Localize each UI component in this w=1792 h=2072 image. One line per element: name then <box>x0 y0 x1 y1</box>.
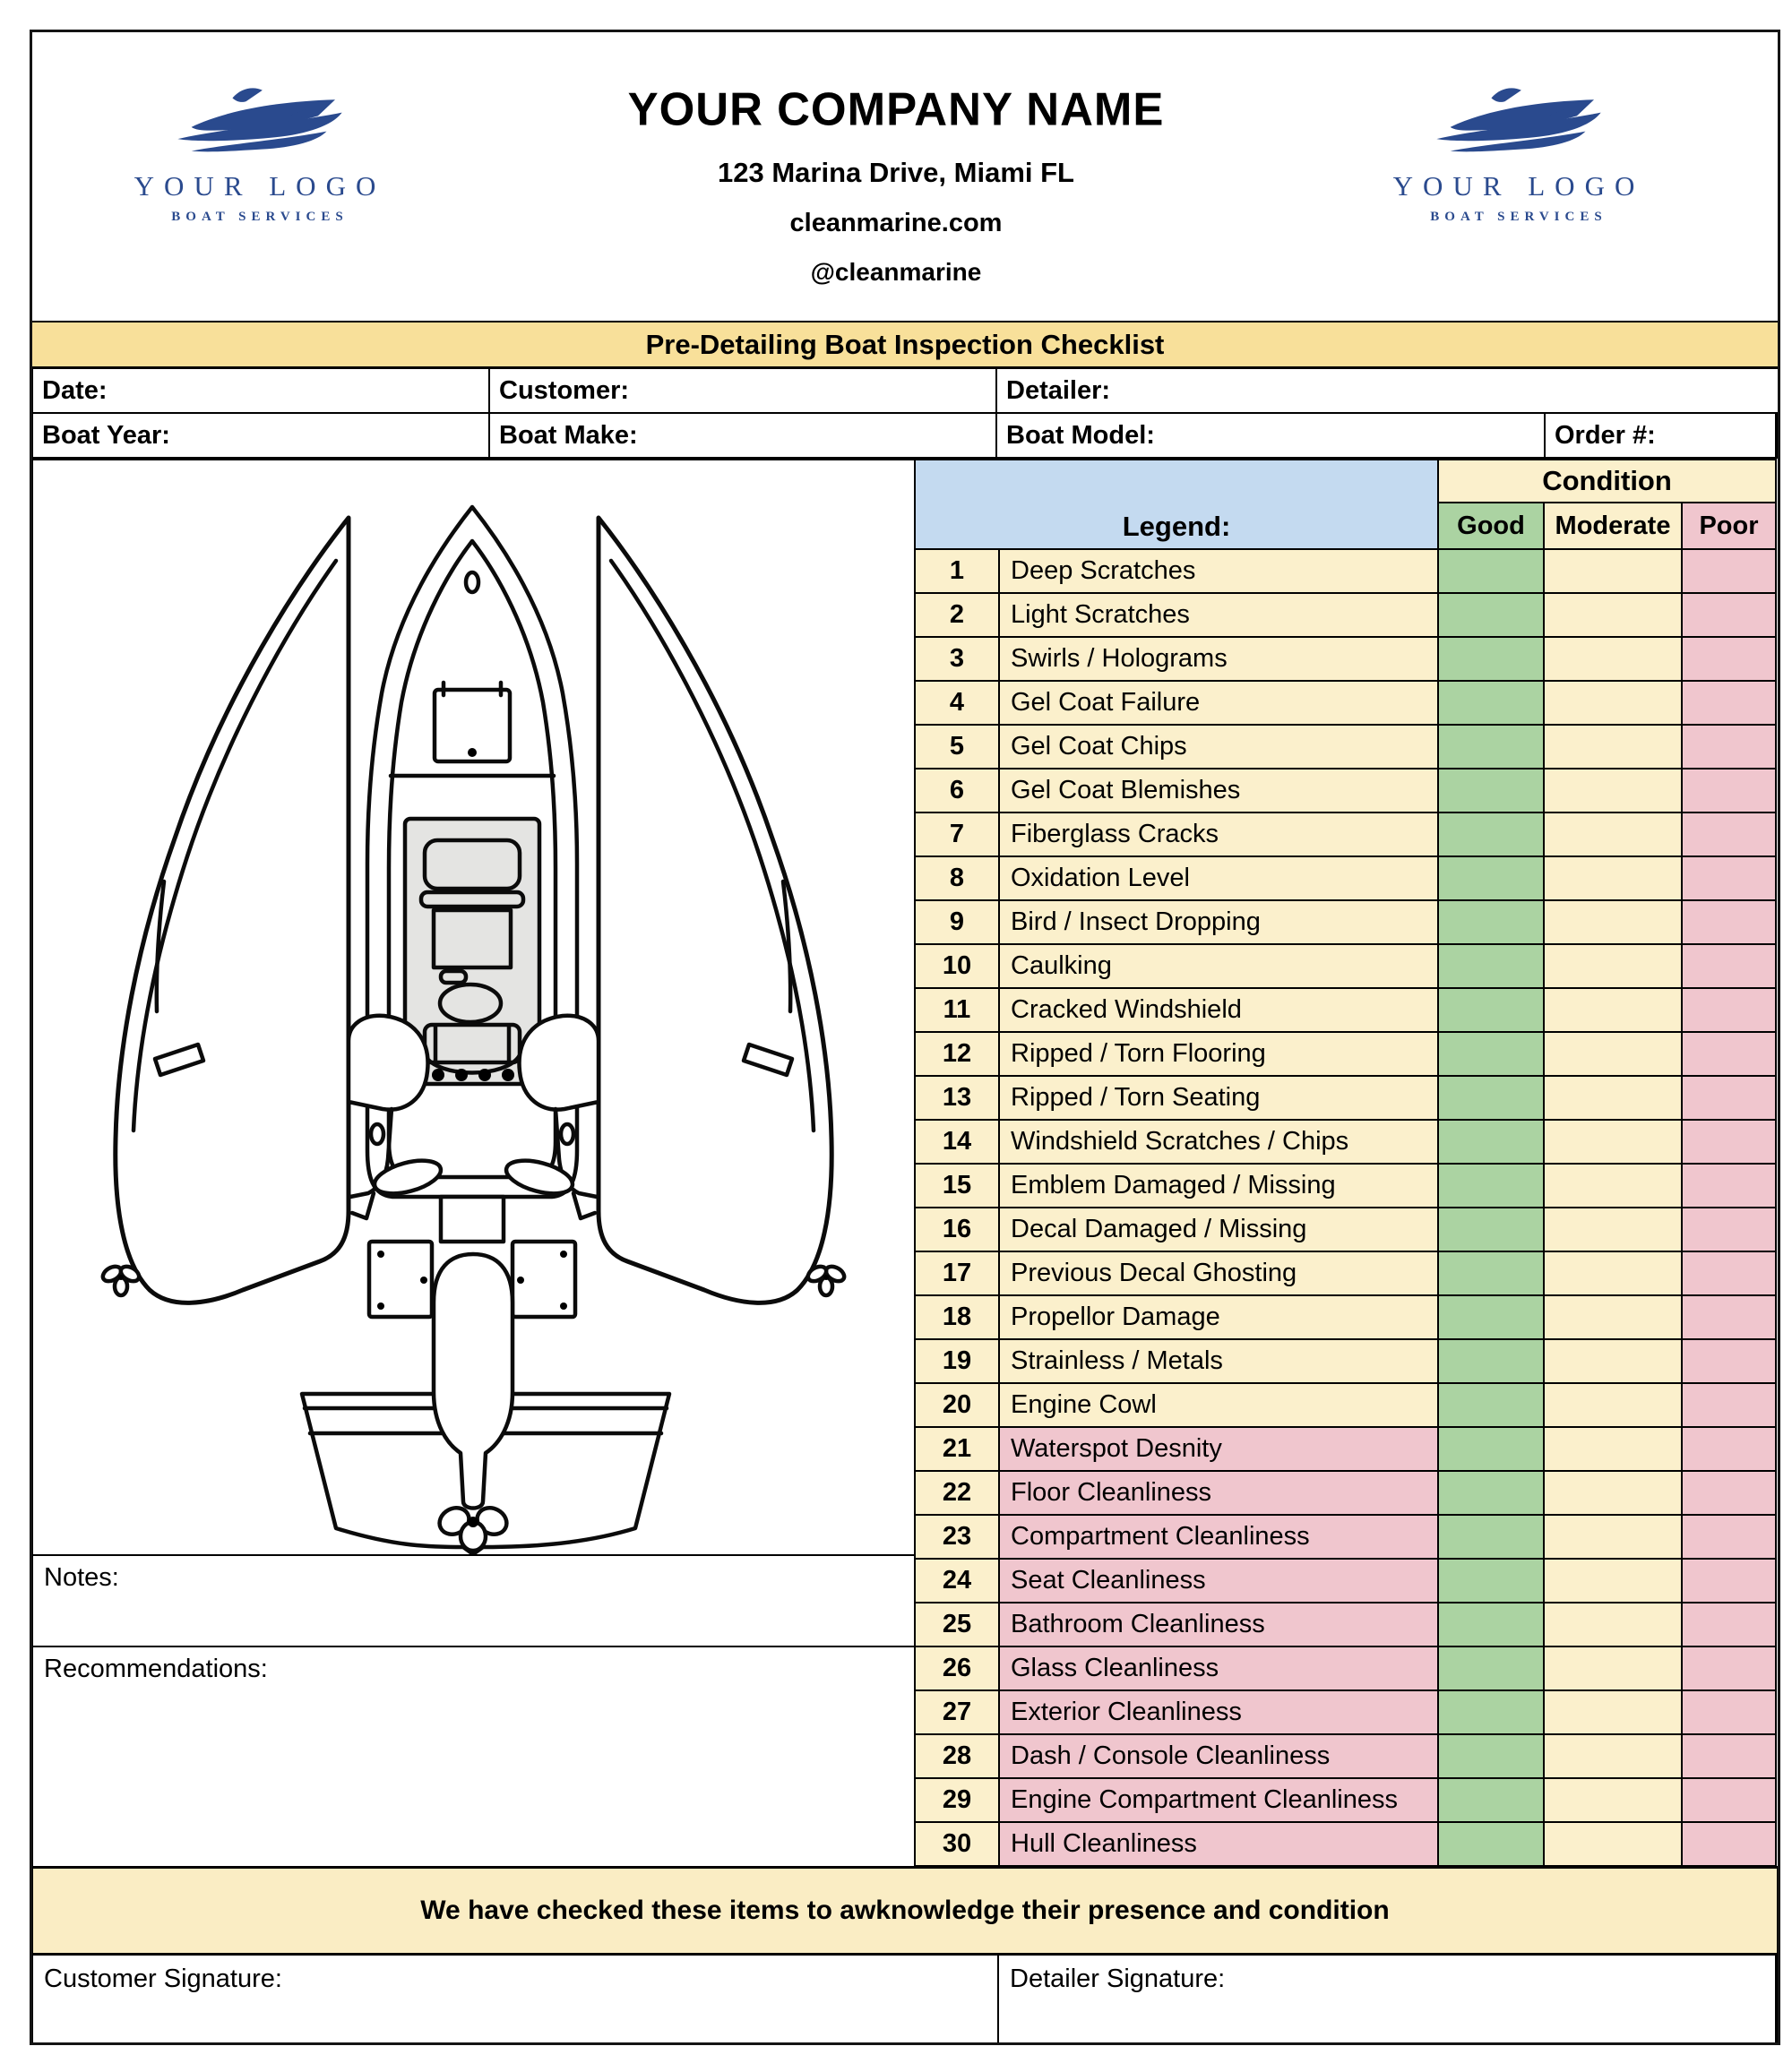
condition-cell-moderate[interactable] <box>1545 1823 1681 1865</box>
item-number: 23 <box>916 1516 998 1558</box>
boat-top-view <box>367 507 577 1317</box>
item-label: Ripped / Torn Seating <box>1000 1077 1437 1119</box>
company-website: cleanmarine.com <box>789 209 1003 237</box>
customer-signature-field[interactable] <box>33 1956 997 2043</box>
condition-cell-moderate[interactable] <box>1545 857 1681 899</box>
condition-cell-moderate[interactable] <box>1545 1121 1681 1163</box>
item-number: 22 <box>916 1472 998 1514</box>
condition-cell-poor[interactable] <box>1683 1296 1775 1338</box>
customer-signature-label: Customer Signature: <box>44 1965 282 1993</box>
item-number: 1 <box>916 550 998 592</box>
item-label: Fiberglass Cracks <box>1000 813 1437 855</box>
condition-cell-poor[interactable] <box>1683 1472 1775 1514</box>
condition-cell-poor[interactable] <box>1683 638 1775 680</box>
condition-cell-moderate[interactable] <box>1545 1428 1681 1470</box>
logo-title: YOUR LOGO <box>134 170 386 202</box>
poor-column-header <box>1683 503 1775 548</box>
date-field[interactable] <box>33 369 488 412</box>
item-number: 30 <box>916 1823 998 1865</box>
condition-cell-moderate[interactable] <box>1545 1560 1681 1602</box>
logo-subtitle: BOAT SERVICES <box>1430 210 1607 224</box>
condition-cell-good[interactable] <box>1439 1340 1543 1382</box>
condition-cell-good[interactable] <box>1439 726 1543 768</box>
condition-cell-good[interactable] <box>1439 1296 1543 1338</box>
item-label: Deep Scratches <box>1000 550 1437 592</box>
logo-title: YOUR LOGO <box>1392 170 1645 202</box>
item-label: Light Scratches <box>1000 594 1437 636</box>
item-label: Engine Compartment Cleanliness <box>1000 1779 1437 1821</box>
condition-cell-moderate[interactable] <box>1545 682 1681 724</box>
condition-cell-good[interactable] <box>1439 989 1543 1031</box>
company-header <box>466 82 1326 287</box>
condition-cell-good[interactable] <box>1439 1165 1543 1207</box>
condition-cell-good[interactable] <box>1439 1121 1543 1163</box>
condition-cell-good[interactable] <box>1439 945 1543 987</box>
condition-cell-good[interactable] <box>1439 1823 1543 1865</box>
boat-line-art <box>33 460 914 1554</box>
condition-cell-poor[interactable] <box>1683 1428 1775 1470</box>
condition-cell-moderate[interactable] <box>1545 1516 1681 1558</box>
item-number: 20 <box>916 1384 998 1426</box>
condition-cell-moderate[interactable] <box>1545 550 1681 592</box>
item-number: 25 <box>916 1603 998 1646</box>
boat-year-field[interactable] <box>33 414 488 457</box>
condition-cell-good[interactable] <box>1439 1208 1543 1251</box>
condition-cell-moderate[interactable] <box>1545 638 1681 680</box>
item-number: 18 <box>916 1296 998 1338</box>
item-number: 10 <box>916 945 998 987</box>
item-number: 27 <box>916 1691 998 1733</box>
item-label: Oxidation Level <box>1000 857 1437 899</box>
condition-cell-moderate[interactable] <box>1545 813 1681 855</box>
item-label: Exterior Cleanliness <box>1000 1691 1437 1733</box>
boat-diagram-panel <box>31 459 916 1556</box>
item-label: Gel Coat Chips <box>1000 726 1437 768</box>
item-number: 8 <box>916 857 998 899</box>
item-number: 12 <box>916 1033 998 1075</box>
company-social-handle: @cleanmarine <box>810 258 982 286</box>
condition-cell-moderate[interactable] <box>1545 1691 1681 1733</box>
condition-cell-good[interactable] <box>1439 1560 1543 1602</box>
signature-row <box>31 1954 1779 2045</box>
condition-cell-good[interactable] <box>1439 594 1543 636</box>
acknowledgement-band <box>31 1866 1779 1956</box>
item-label: Floor Cleanliness <box>1000 1472 1437 1514</box>
condition-cell-moderate[interactable] <box>1545 1033 1681 1075</box>
item-number: 4 <box>916 682 998 724</box>
item-number: 17 <box>916 1252 998 1294</box>
item-label: Engine Cowl <box>1000 1384 1437 1426</box>
condition-cell-poor[interactable] <box>1683 1165 1775 1207</box>
condition-cell-poor[interactable] <box>1683 813 1775 855</box>
item-number: 26 <box>916 1647 998 1689</box>
document-title: Pre-Detailing Boat Inspection Checklist <box>645 328 1165 360</box>
item-number: 16 <box>916 1208 998 1251</box>
item-label: Waterspot Desnity <box>1000 1428 1437 1470</box>
condition-cell-good[interactable] <box>1439 813 1543 855</box>
condition-cell-poor[interactable] <box>1683 1516 1775 1558</box>
item-label: Cracked Windshield <box>1000 989 1437 1031</box>
moderate-column-header <box>1545 503 1681 548</box>
item-number: 7 <box>916 813 998 855</box>
condition-cell-poor[interactable] <box>1683 1560 1775 1602</box>
condition-cell-moderate[interactable] <box>1545 1472 1681 1514</box>
condition-cell-moderate[interactable] <box>1545 726 1681 768</box>
condition-cell-good[interactable] <box>1439 1691 1543 1733</box>
item-label: Glass Cleanliness <box>1000 1647 1437 1689</box>
condition-cell-moderate[interactable] <box>1545 769 1681 812</box>
item-number: 6 <box>916 769 998 812</box>
condition-cell-good[interactable] <box>1439 1735 1543 1777</box>
condition-cell-moderate[interactable] <box>1545 1252 1681 1294</box>
detailer-signature-field[interactable] <box>999 1956 1775 2043</box>
condition-cell-poor[interactable] <box>1683 1121 1775 1163</box>
condition-cell-poor[interactable] <box>1683 682 1775 724</box>
order-number-field[interactable] <box>1546 414 1775 457</box>
item-number: 28 <box>916 1735 998 1777</box>
company-logo-left <box>125 79 394 225</box>
boat-logo-icon <box>1425 79 1613 168</box>
customer-label: Customer: <box>499 375 630 405</box>
condition-cell-good[interactable] <box>1439 550 1543 592</box>
item-label: Emblem Damaged / Missing <box>1000 1165 1437 1207</box>
condition-cell-poor[interactable] <box>1683 1647 1775 1689</box>
order-number-label: Order #: <box>1555 420 1656 450</box>
condition-cell-poor[interactable] <box>1683 594 1775 636</box>
item-number: 2 <box>916 594 998 636</box>
item-label: Bathroom Cleanliness <box>1000 1603 1437 1646</box>
condition-cell-poor[interactable] <box>1683 901 1775 943</box>
condition-cell-moderate[interactable] <box>1545 1735 1681 1777</box>
condition-cell-moderate[interactable] <box>1545 989 1681 1031</box>
condition-cell-good[interactable] <box>1439 857 1543 899</box>
condition-cell-poor[interactable] <box>1683 1779 1775 1821</box>
boat-make-field[interactable] <box>490 414 995 457</box>
item-label: Windshield Scratches / Chips <box>1000 1121 1437 1163</box>
moderate-label: Moderate <box>1555 511 1671 540</box>
condition-cell-poor[interactable] <box>1683 1691 1775 1733</box>
recommendations-label: Recommendations: <box>44 1655 268 1683</box>
company-address: 123 Marina Drive, Miami FL <box>718 157 1074 188</box>
condition-cell-good[interactable] <box>1439 1077 1543 1119</box>
acknowledgement-text: We have checked these items to awknowledge their presence and condition <box>420 1896 1390 1925</box>
date-label: Date: <box>42 375 108 405</box>
item-label: Caulking <box>1000 945 1437 987</box>
item-label: Strainless / Metals <box>1000 1340 1437 1382</box>
item-label: Dash / Console Cleanliness <box>1000 1735 1437 1777</box>
checklist-table <box>914 459 1777 1867</box>
item-label: Propellor Damage <box>1000 1296 1437 1338</box>
item-label: Gel Coat Blemishes <box>1000 769 1437 812</box>
condition-cell-good[interactable] <box>1439 1428 1543 1470</box>
company-name: YOUR COMPANY NAME <box>627 82 1165 135</box>
condition-cell-moderate[interactable] <box>1545 1647 1681 1689</box>
item-label: Bird / Insect Dropping <box>1000 901 1437 943</box>
good-label: Good <box>1457 511 1525 540</box>
condition-cell-moderate[interactable] <box>1545 1340 1681 1382</box>
condition-cell-moderate[interactable] <box>1545 1384 1681 1426</box>
item-number: 19 <box>916 1340 998 1382</box>
condition-cell-moderate[interactable] <box>1545 1296 1681 1338</box>
boat-make-label: Boat Make: <box>499 420 638 450</box>
condition-cell-moderate[interactable] <box>1545 1165 1681 1207</box>
item-label: Swirls / Holograms <box>1000 638 1437 680</box>
condition-cell-good[interactable] <box>1439 638 1543 680</box>
item-label: Decal Damaged / Missing <box>1000 1208 1437 1251</box>
condition-cell-poor[interactable] <box>1683 550 1775 592</box>
boat-model-field[interactable] <box>997 414 1544 457</box>
condition-cell-poor[interactable] <box>1683 989 1775 1031</box>
item-number: 9 <box>916 901 998 943</box>
boat-year-label: Boat Year: <box>42 420 170 450</box>
condition-cell-moderate[interactable] <box>1545 945 1681 987</box>
fields-row-1 <box>31 367 1779 414</box>
notes-label: Notes: <box>44 1563 119 1592</box>
condition-cell-poor[interactable] <box>1683 1033 1775 1075</box>
condition-label: Condition <box>1542 465 1672 496</box>
condition-cell-good[interactable] <box>1439 1252 1543 1294</box>
item-number: 24 <box>916 1560 998 1602</box>
condition-cell-poor[interactable] <box>1683 1735 1775 1777</box>
condition-cell-moderate[interactable] <box>1545 901 1681 943</box>
item-label: Hull Cleanliness <box>1000 1823 1437 1865</box>
legend-label: Legend: <box>1122 511 1231 542</box>
good-column-header <box>1439 503 1543 548</box>
condition-cell-good[interactable] <box>1439 901 1543 943</box>
condition-cell-poor[interactable] <box>1683 769 1775 812</box>
document-title-bar <box>31 321 1779 369</box>
item-number: 14 <box>916 1121 998 1163</box>
condition-cell-poor[interactable] <box>1683 726 1775 768</box>
item-number: 15 <box>916 1165 998 1207</box>
item-number: 21 <box>916 1428 998 1470</box>
condition-cell-poor[interactable] <box>1683 1603 1775 1646</box>
detailer-field[interactable] <box>997 369 1779 412</box>
condition-cell-moderate[interactable] <box>1545 1603 1681 1646</box>
detailer-signature-label: Detailer Signature: <box>1010 1965 1226 1993</box>
customer-field[interactable] <box>490 369 995 412</box>
condition-cell-moderate[interactable] <box>1545 1077 1681 1119</box>
item-number: 3 <box>916 638 998 680</box>
condition-cell-poor[interactable] <box>1683 1384 1775 1426</box>
notes-area[interactable] <box>31 1554 916 1647</box>
item-number: 5 <box>916 726 998 768</box>
item-label: Gel Coat Failure <box>1000 682 1437 724</box>
poor-label: Poor <box>1699 511 1759 540</box>
fields-row-2 <box>31 412 1779 459</box>
condition-cell-moderate[interactable] <box>1545 594 1681 636</box>
company-logo-right <box>1384 79 1653 225</box>
condition-cell-good[interactable] <box>1439 1033 1543 1075</box>
item-label: Ripped / Torn Flooring <box>1000 1033 1437 1075</box>
boat-logo-icon <box>166 79 354 168</box>
item-number: 11 <box>916 989 998 1031</box>
condition-cell-poor[interactable] <box>1683 857 1775 899</box>
logo-subtitle: BOAT SERVICES <box>171 210 349 224</box>
item-number: 29 <box>916 1779 998 1821</box>
legend-header-cell <box>916 460 1437 548</box>
condition-cell-moderate[interactable] <box>1545 1208 1681 1251</box>
condition-cell-poor[interactable] <box>1683 1252 1775 1294</box>
item-label: Previous Decal Ghosting <box>1000 1252 1437 1294</box>
item-label: Seat Cleanliness <box>1000 1560 1437 1602</box>
condition-cell-good[interactable] <box>1439 769 1543 812</box>
condition-cell-poor[interactable] <box>1683 945 1775 987</box>
condition-cell-poor[interactable] <box>1683 1077 1775 1119</box>
condition-cell-good[interactable] <box>1439 1384 1543 1426</box>
detailer-label: Detailer: <box>1006 375 1111 405</box>
condition-cell-good[interactable] <box>1439 1603 1543 1646</box>
condition-cell-good[interactable] <box>1439 1647 1543 1689</box>
recommendations-area[interactable] <box>31 1646 916 1868</box>
condition-cell-moderate[interactable] <box>1545 1779 1681 1821</box>
item-label: Compartment Cleanliness <box>1000 1516 1437 1558</box>
condition-cell-good[interactable] <box>1439 1472 1543 1514</box>
condition-cell-good[interactable] <box>1439 682 1543 724</box>
condition-header-cell <box>1439 460 1775 502</box>
condition-cell-good[interactable] <box>1439 1779 1543 1821</box>
condition-cell-poor[interactable] <box>1683 1208 1775 1251</box>
boat-model-label: Boat Model: <box>1006 420 1155 450</box>
item-number: 13 <box>916 1077 998 1119</box>
condition-cell-poor[interactable] <box>1683 1823 1775 1865</box>
condition-cell-good[interactable] <box>1439 1516 1543 1558</box>
condition-cell-poor[interactable] <box>1683 1340 1775 1382</box>
